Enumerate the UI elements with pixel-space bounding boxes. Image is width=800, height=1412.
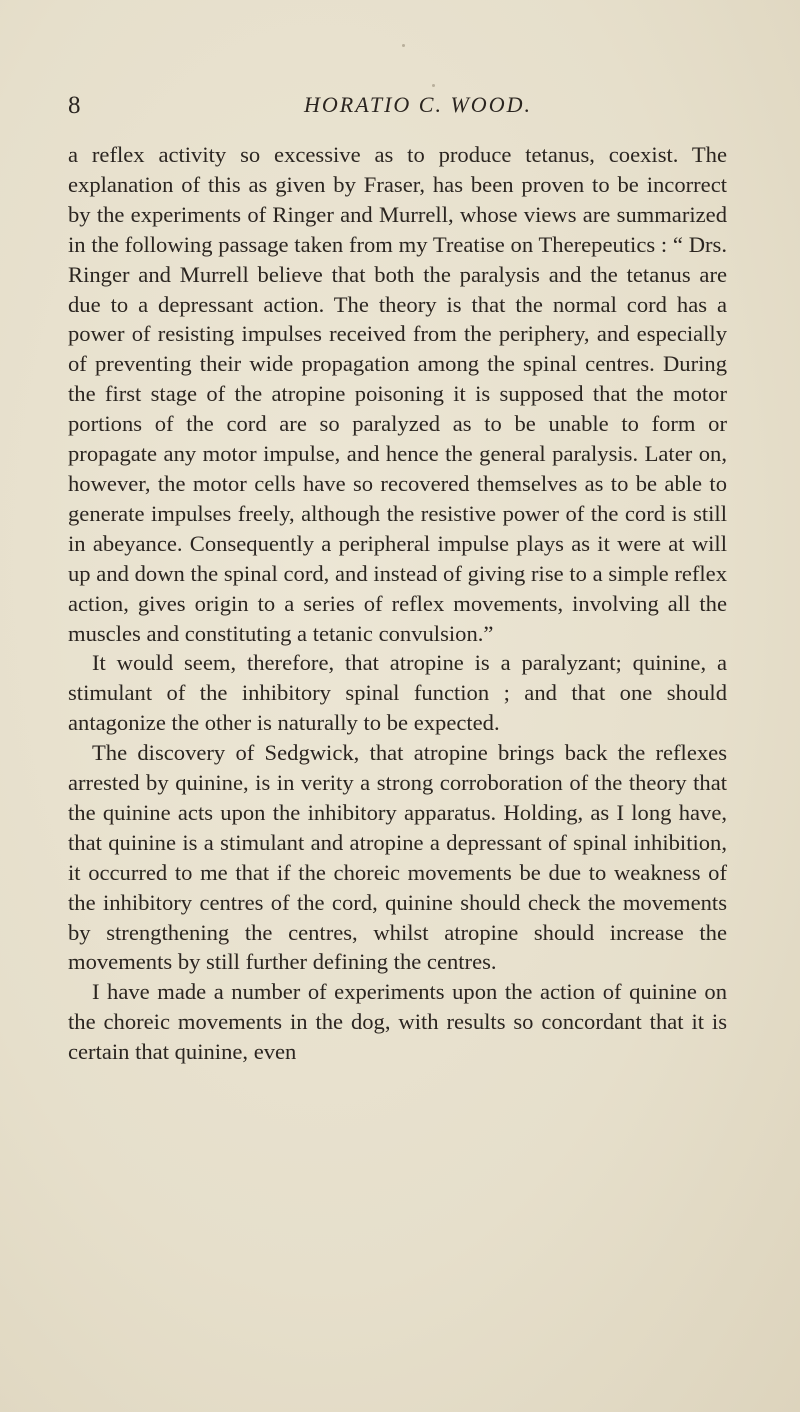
page-number: 8 bbox=[68, 92, 81, 119]
running-title: HORATIO C. WOOD. bbox=[304, 92, 532, 117]
paper-speck bbox=[402, 44, 405, 47]
paper-speck bbox=[432, 84, 435, 87]
paragraph: It would seem, therefore, that atropine is a paralyzant; quinine, a stimulant of the inhibitory spinal function ; and that one should antagonize the other is naturally to be expected. bbox=[68, 650, 727, 736]
page-header bbox=[68, 92, 728, 126]
paragraph: I have made a number of experiments upon the action of quinine on the choreic movements in the dog, with results so concordant that it is certain that quinine, even bbox=[68, 979, 727, 1065]
paragraph: The discovery of Sedgwick, that atropine brings back the reflexes arrested by quinine, is in verity a strong corroboration of the theory that the quinine acts upon the inhibitory apparatus. Holding, as I long have, that quinine is a stimulant and atropine a depressant of spinal inhibition, it occurred to me that if the choreic movements be due to weakness of the inhibitory centres of the cord, quinine should check the movements by strengthening the centres, whilst atropine should increase the movements by still further defining the centres. bbox=[68, 740, 727, 975]
paragraph: a reflex activity so excessive as to produce tetanus, coexist. The explanation of this as given by Fraser, has been proven to be incorrect by the experiments of Ringer and Murrell, whose views are summarized in the following passage taken from my Treatise on Therepeutics : “ Drs. Ringer and Murrell believe that both the paralysis and the tetanus are due to a depressant action. The theory is that the normal cord has a power of resisting impulses received from the periphery, and especially of preventing their wide propagation among the spinal centres. During the first stage of the atropine poisoning it is supposed that the motor portions of the cord are so paralyzed as to be unable to form or propagate any motor impulse, and hence the general paralysis. Later on, however, the motor cells have so recovered themselves as to be able to generate impulses freely, although the resistive power of the cord is still in abeyance. Consequently a peripheral impulse plays as it were at will up and down the spinal cord, and instead of giving rise to a simple reflex action, gives origin to a series of reflex movements, involving all the muscles and constituting a tetanic convulsion.” bbox=[68, 142, 727, 646]
body-text bbox=[68, 140, 727, 1067]
